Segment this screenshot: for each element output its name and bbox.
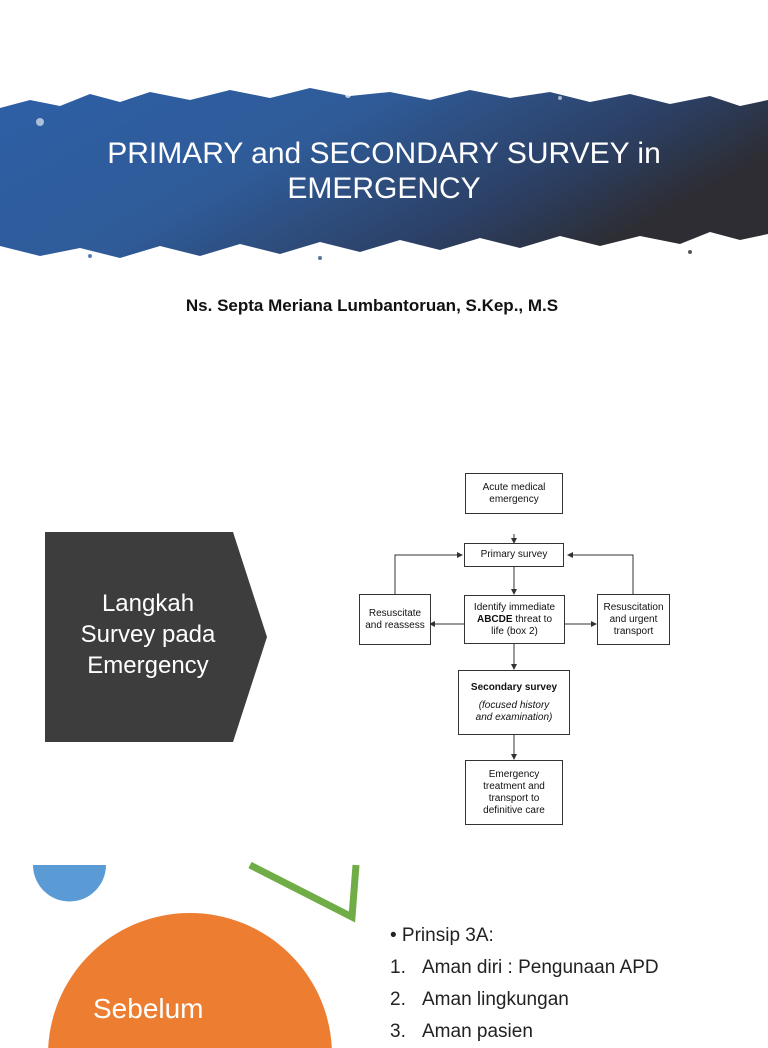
circle-label: Sebelum [93,993,204,1024]
acute-line-2: emergency [489,493,539,505]
title-line-1: PRIMARY and SECONDARY SURVEY in [107,137,661,170]
box-secondary-survey [458,670,570,735]
arrow-label-line-3: Emergency [87,652,209,679]
primary-survey-label: Primary survey [480,549,548,560]
secondary-sub-2: and examination) [475,711,553,723]
box-primary-survey [464,543,564,567]
principles-list [390,920,750,1048]
list-number: 2. [390,989,406,1010]
resuscitate-line-1: Resuscitate [368,607,422,619]
list-text: Aman pasien [422,1021,533,1042]
secondary-sub-1: (focused history [478,699,550,711]
box-acute-emergency [465,473,563,514]
list-item [390,984,750,1016]
bullet-heading: • Prinsip 3A: [390,925,494,946]
arrow-label [58,588,238,681]
principles-slide [0,865,768,1042]
box-resuscitate-reassess [359,594,431,645]
slide-title [84,136,684,206]
transport-line-1: Resuscitation [603,601,664,613]
resuscitate-line-2: and reassess [365,619,425,631]
blue-half-circle [33,865,106,901]
arrow-label-line-1: Langkah [101,590,195,617]
treatment-line-3: transport to [488,792,540,804]
list-text: Aman diri : Pengunaan APD [422,957,659,978]
author-name: Ns. Septa Meriana Lumbantoruan, S.Kep., M.S [185,296,559,315]
box-resuscitation-transport [597,594,670,645]
list-item [390,952,750,984]
orange-circle [48,913,332,1048]
title-slide [0,0,768,420]
list-number: 1. [390,957,406,978]
list-text: Aman lingkungan [422,989,569,1010]
box-emergency-treatment [465,760,563,825]
transport-line-2: and urgent [609,613,658,625]
list-item [390,1016,750,1048]
threat-label: threat to [512,613,553,625]
treatment-line-4: definitive care [483,804,545,816]
secondary-survey-title: Secondary survey [470,681,558,693]
box-identify-threat [464,595,565,644]
treatment-line-2: treatment and [483,780,545,792]
transport-line-3: transport [613,625,654,637]
treatment-line-1: Emergency [488,768,540,780]
arrow-label-line-2: Survey pada [80,621,216,648]
flowchart [340,460,690,840]
identify-line-2 [477,614,552,626]
green-chevron [250,865,356,917]
identify-line-3: life (box 2) [491,625,538,637]
survey-steps-slide [0,420,768,865]
acute-line-1: Acute medical [482,481,546,493]
list-number: 3. [390,1021,406,1042]
identify-line-1: Identify immediate [473,601,556,613]
abcde-label: ABCDE [476,613,513,625]
title-line-2: EMERGENCY [287,172,481,205]
